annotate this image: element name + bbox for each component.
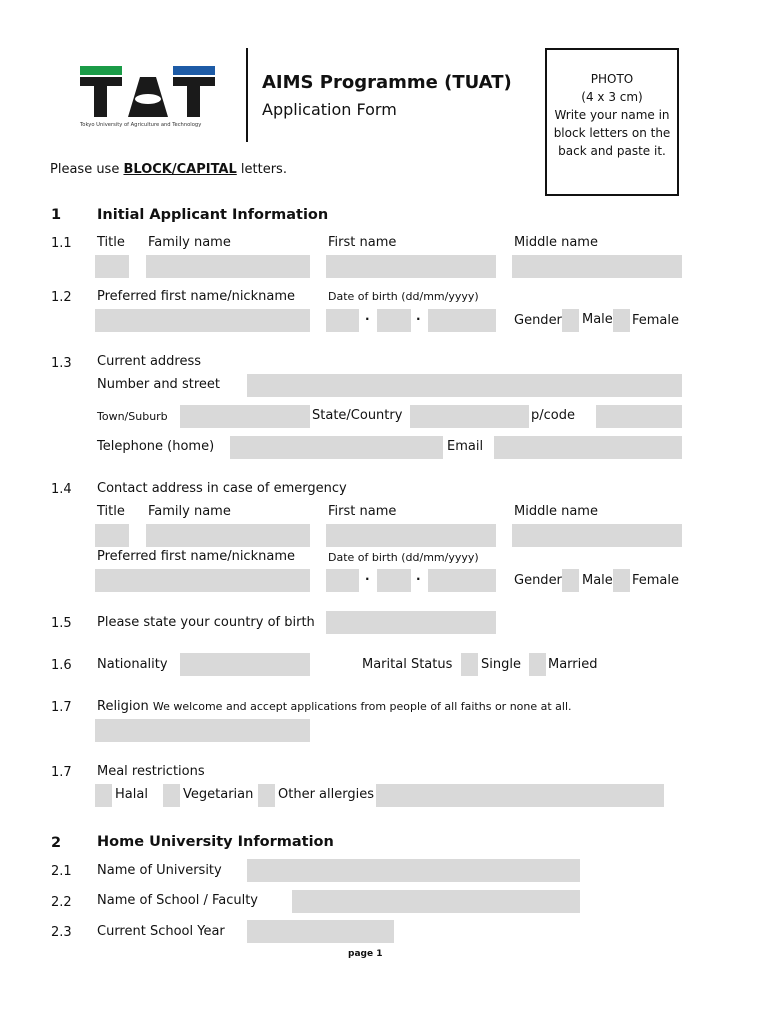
pcode-input[interactable] <box>596 405 682 428</box>
label-first-name: First name <box>328 235 397 250</box>
state-country-input[interactable] <box>410 405 529 428</box>
emergency-middle-name-input[interactable] <box>512 524 682 547</box>
gender-male-checkbox[interactable] <box>562 309 579 332</box>
photo-label: PHOTO <box>590 72 634 86</box>
section-2-title: Home University Information <box>97 834 334 850</box>
item-1-5-number: 1.5 <box>51 616 72 631</box>
logo-caption: Tokyo University of Agriculture and Technology <box>80 122 202 128</box>
label-emergency-family-name: Family name <box>148 504 231 519</box>
item-1-2-number: 1.2 <box>51 290 72 305</box>
emergency-preferred-name-input[interactable] <box>95 569 310 592</box>
label-meal-restrictions: Meal restrictions <box>97 764 205 779</box>
country-birth-input[interactable] <box>326 611 496 634</box>
item-1-1-number: 1.1 <box>51 236 72 251</box>
page-number: page 1 <box>348 949 383 959</box>
preferred-name-input[interactable] <box>95 309 310 332</box>
meal-halal-checkbox[interactable] <box>95 784 112 807</box>
label-emergency-title: Title <box>97 504 125 519</box>
form-title: AIMS Programme (TUAT) <box>262 72 512 93</box>
label-school-faculty: Name of School / Faculty <box>97 893 258 908</box>
school-faculty-input[interactable] <box>292 890 580 913</box>
instruction-emphasis: BLOCK/CAPITAL <box>123 162 237 177</box>
instruction-text: Please use BLOCK/CAPITAL letters. <box>50 162 287 177</box>
item-2-1-number: 2.1 <box>51 864 72 879</box>
tat-logo <box>80 66 216 132</box>
label-school-year: Current School Year <box>97 924 225 939</box>
emergency-title-input[interactable] <box>95 524 129 547</box>
section-1-number: 1 <box>51 207 62 223</box>
other-allergies-input[interactable] <box>376 784 664 807</box>
emergency-gender-female-checkbox[interactable] <box>613 569 630 592</box>
header-divider <box>246 48 248 142</box>
label-married: Married <box>548 657 598 672</box>
emergency-dob-year-input[interactable] <box>428 569 496 592</box>
label-emergency-dob: Date of birth (dd/mm/yyyy) <box>328 551 479 564</box>
label-marital-status: Marital Status <box>362 657 453 672</box>
label-emergency-female: Female <box>632 573 680 588</box>
label-vegetarian: Vegetarian <box>183 787 254 802</box>
telephone-input[interactable] <box>230 436 443 459</box>
emergency-dob-separator-2: · <box>416 572 421 586</box>
label-telephone: Telephone (home) <box>97 439 215 454</box>
emergency-family-name-input[interactable] <box>146 524 310 547</box>
label-contact-address: Contact address in case of emergency <box>97 481 347 496</box>
religion-note: We welcome and accept applications from people of all faiths or none at all. <box>152 700 572 713</box>
photo-instruction-1: Write your name in <box>554 108 670 122</box>
label-female: Female <box>632 313 680 328</box>
section-1-title: Initial Applicant Information <box>97 207 329 223</box>
photo-instruction-3: back and paste it. <box>558 144 666 158</box>
religion-label: Religion <box>97 699 149 714</box>
dob-month-input[interactable] <box>377 309 411 332</box>
item-1-3-number: 1.3 <box>51 356 72 371</box>
photo-instruction-2: block letters on the <box>553 126 671 140</box>
emergency-dob-day-input[interactable] <box>326 569 359 592</box>
item-1-7b-number: 1.7 <box>51 765 72 780</box>
meal-vegetarian-checkbox[interactable] <box>163 784 180 807</box>
label-religion <box>97 699 572 715</box>
label-emergency-middle-name: Middle name <box>514 504 598 519</box>
meal-other-allergies-checkbox[interactable] <box>258 784 275 807</box>
gender-female-checkbox[interactable] <box>613 309 630 332</box>
emergency-dob-month-input[interactable] <box>377 569 411 592</box>
label-number-street: Number and street <box>97 377 220 392</box>
label-emergency-first-name: First name <box>328 504 397 519</box>
label-other-allergies: Other allergies <box>278 787 374 802</box>
label-preferred-name: Preferred first name/nickname <box>97 289 295 304</box>
label-dob: Date of birth (dd/mm/yyyy) <box>328 290 479 303</box>
dob-day-input[interactable] <box>326 309 359 332</box>
label-title: Title <box>97 235 125 250</box>
label-halal: Halal <box>115 787 148 802</box>
photo-size: (4 x 3 cm) <box>581 90 643 104</box>
dob-separator-1: · <box>365 312 370 326</box>
label-emergency-gender: Gender <box>514 573 562 588</box>
label-middle-name: Middle name <box>514 235 598 250</box>
label-state-country: State/Country <box>312 408 403 423</box>
emergency-dob-separator-1: · <box>365 572 370 586</box>
religion-input[interactable] <box>95 719 310 742</box>
label-nationality: Nationality <box>97 657 168 672</box>
label-emergency-male: Male <box>582 573 613 588</box>
item-1-4-number: 1.4 <box>51 482 72 497</box>
label-male: Male <box>582 312 613 327</box>
item-1-7a-number: 1.7 <box>51 700 72 715</box>
label-country-birth: Please state your country of birth <box>97 615 315 630</box>
label-single: Single <box>481 657 521 672</box>
item-1-6-number: 1.6 <box>51 658 72 673</box>
marital-single-checkbox[interactable] <box>461 653 478 676</box>
label-family-name: Family name <box>148 235 231 250</box>
emergency-gender-male-checkbox[interactable] <box>562 569 579 592</box>
nationality-input[interactable] <box>180 653 310 676</box>
email-input[interactable] <box>494 436 682 459</box>
section-2-number: 2 <box>51 835 62 851</box>
item-2-3-number: 2.3 <box>51 925 72 940</box>
photo-box <box>545 48 679 196</box>
label-emergency-preferred-name: Preferred first name/nickname <box>97 549 295 564</box>
school-year-input[interactable] <box>247 920 394 943</box>
label-current-address: Current address <box>97 354 202 369</box>
dob-separator-2: · <box>416 312 421 326</box>
form-subtitle: Application Form <box>262 100 397 119</box>
label-gender: Gender <box>514 313 562 328</box>
label-university: Name of University <box>97 863 222 878</box>
label-pcode: p/code <box>531 408 575 423</box>
dob-year-input[interactable] <box>428 309 496 332</box>
university-input[interactable] <box>247 859 580 882</box>
number-street-input[interactable] <box>247 374 682 397</box>
family-name-input[interactable] <box>146 255 310 278</box>
town-suburb-input[interactable] <box>180 405 310 428</box>
emergency-first-name-input[interactable] <box>326 524 496 547</box>
middle-name-input[interactable] <box>512 255 682 278</box>
first-name-input[interactable] <box>326 255 496 278</box>
marital-married-checkbox[interactable] <box>529 653 546 676</box>
item-2-2-number: 2.2 <box>51 895 72 910</box>
title-input[interactable] <box>95 255 129 278</box>
label-town-suburb: Town/Suburb <box>97 410 168 423</box>
label-email: Email <box>447 439 484 454</box>
